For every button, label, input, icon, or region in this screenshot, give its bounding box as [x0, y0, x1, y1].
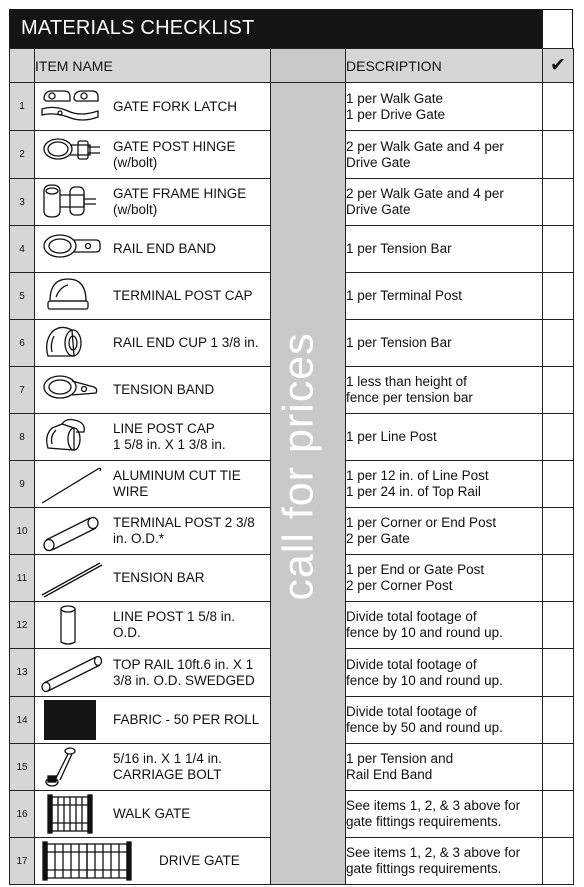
item-number: 8 — [10, 414, 35, 461]
rail-end-cup-icon — [38, 322, 104, 364]
item-number: 5 — [10, 273, 35, 320]
item-checkbox[interactable] — [543, 273, 574, 320]
line-post-icon — [38, 604, 104, 646]
item-name-line: 1 5/8 in. X 1 3/8 in. — [113, 437, 226, 452]
item-cell — [35, 83, 271, 131]
item-description-line: 1 per Tension Bar — [346, 241, 452, 256]
gate-fork-latch-icon — [38, 85, 104, 127]
item-number: 6 — [10, 320, 35, 367]
item-checkbox[interactable] — [543, 414, 574, 461]
page-title: MATERIALS CHECKLIST — [21, 17, 255, 39]
item-description-line: fence by 10 and round up. — [346, 672, 503, 688]
item-checkbox[interactable] — [543, 508, 574, 555]
item-name-line: DRIVE GATE — [159, 853, 240, 868]
item-description-line: 1 per Walk Gate — [346, 90, 444, 106]
item-name-line: ALUMINUM CUT TIE — [113, 468, 241, 483]
item-name — [113, 186, 270, 218]
tension-band-icon — [38, 369, 104, 411]
item-name — [113, 751, 270, 783]
item-name-line: TERMINAL POST CAP — [113, 288, 253, 303]
item-number: 17 — [10, 838, 35, 885]
item-checkbox[interactable] — [543, 83, 574, 131]
item-cell — [35, 320, 271, 367]
item-cell — [35, 273, 271, 320]
item-name — [113, 515, 270, 547]
item-name-line: TERMINAL POST 2 3/8 — [113, 515, 255, 530]
price-column-header — [271, 49, 346, 83]
item-description-line: 1 per Line Post — [346, 429, 437, 444]
item-checkbox[interactable] — [543, 602, 574, 649]
header-row — [10, 49, 574, 83]
item-name-line: LINE POST CAP — [113, 421, 215, 436]
item-name-line: 3/8 in. O.D. SWEDGED — [113, 672, 255, 688]
item-name-line: WIRE — [113, 484, 149, 499]
item-description-line: gate fittings requirements. — [346, 861, 502, 876]
item-checkbox[interactable] — [543, 791, 574, 838]
item-description-line: 1 per Tension and — [346, 751, 454, 766]
drive-gate-icon — [39, 840, 135, 882]
item-description — [346, 273, 543, 320]
item-description — [346, 602, 543, 649]
item-description-line: 2 per Corner Post — [346, 578, 453, 593]
item-checkbox[interactable] — [543, 838, 574, 885]
item-checkbox[interactable] — [543, 320, 574, 367]
item-description-line: 2 per Walk Gate and 4 per — [346, 138, 504, 154]
item-cell — [35, 508, 271, 555]
item-description-line: fence per tension bar — [346, 390, 473, 405]
item-name-line: CARRIAGE BOLT — [113, 767, 222, 782]
item-description — [346, 838, 543, 885]
item-description-line: 1 per Corner or End Post — [346, 515, 497, 530]
item-description-line: gate fittings requirements. — [346, 814, 502, 829]
item-name — [113, 335, 270, 351]
item-name — [113, 609, 270, 641]
item-checkbox[interactable] — [543, 744, 574, 791]
item-description — [346, 414, 543, 461]
title-check-cell — [543, 9, 573, 48]
item-checkbox[interactable] — [543, 179, 574, 226]
item-description — [346, 791, 543, 838]
item-description — [346, 649, 543, 697]
item-cell — [35, 461, 271, 508]
item-name-line: TENSION BAND — [113, 382, 215, 397]
item-cell — [35, 131, 271, 179]
item-description-line: See items 1, 2, & 3 above for — [346, 798, 521, 813]
tie-wire-icon — [38, 463, 104, 505]
gate-frame-hinge-icon — [38, 181, 104, 223]
item-name — [113, 99, 270, 115]
item-name-line: TENSION BAR — [113, 570, 205, 585]
walk-gate-icon — [38, 793, 104, 835]
item-description-line: Divide total footage of — [346, 656, 477, 672]
item-cell — [35, 179, 271, 226]
item-description — [346, 508, 543, 555]
item-checkbox[interactable] — [543, 367, 574, 414]
item-cell — [35, 649, 271, 697]
item-cell — [35, 367, 271, 414]
item-name — [113, 382, 270, 398]
item-name — [113, 241, 270, 257]
item-description — [346, 320, 543, 367]
item-name-line: in. O.D.* — [113, 531, 165, 546]
item-number: 13 — [10, 649, 35, 697]
item-description — [346, 697, 543, 744]
tension-bar-icon — [38, 557, 104, 599]
item-number: 11 — [10, 555, 35, 602]
description-header: DESCRIPTION — [346, 49, 543, 83]
item-description-line: fence by 10 and round up. — [346, 625, 503, 640]
item-name-line: GATE FRAME HINGE — [113, 186, 247, 201]
item-cell — [35, 602, 271, 649]
item-number: 10 — [10, 508, 35, 555]
item-name — [113, 570, 270, 586]
terminal-post-cap-icon — [38, 275, 104, 317]
item-description — [346, 226, 543, 273]
item-description-line: 1 per End or Gate Post — [346, 562, 485, 577]
item-checkbox[interactable] — [543, 697, 574, 744]
item-name-line: TOP RAIL 10ft.6 in. X 1 — [113, 656, 254, 672]
item-name — [113, 288, 270, 304]
gate-post-hinge-icon — [38, 133, 104, 175]
item-description — [346, 555, 543, 602]
item-description — [346, 131, 543, 179]
item-name-header: ITEM NAME — [35, 49, 271, 83]
item-description-line: Divide total footage of — [346, 609, 477, 624]
number-header — [10, 49, 35, 83]
item-cell — [35, 791, 271, 838]
item-name-line: WALK GATE — [113, 806, 191, 821]
item-description-line: 1 per 24 in. of Top Rail — [346, 484, 481, 499]
item-number: 2 — [10, 131, 35, 179]
item-number: 7 — [10, 367, 35, 414]
item-description-line: 1 per Tension Bar — [346, 335, 452, 350]
item-name-line: RAIL END CUP 1 3/8 in. — [113, 335, 259, 350]
item-description-line: See items 1, 2, & 3 above for — [346, 845, 521, 860]
rail-end-band-icon — [38, 228, 104, 270]
item-description — [346, 179, 543, 226]
item-name-line: (w/bolt) — [113, 202, 158, 217]
item-cell — [35, 838, 271, 885]
item-description-line: 1 per Terminal Post — [346, 288, 463, 303]
item-name-line: FABRIC - 50 PER ROLL — [113, 712, 260, 727]
item-number: 15 — [10, 744, 35, 791]
item-name — [113, 806, 270, 822]
item-checkbox[interactable] — [543, 226, 574, 273]
table-row — [10, 83, 574, 131]
item-description-line: Divide total footage of — [346, 704, 477, 719]
carriage-bolt-icon — [38, 746, 104, 788]
item-name-line: (w/bolt) — [113, 154, 158, 170]
item-cell — [35, 744, 271, 791]
item-name — [113, 657, 270, 689]
item-description — [346, 367, 543, 414]
item-checkbox[interactable] — [543, 131, 574, 179]
item-name — [159, 853, 270, 869]
item-cell — [35, 697, 271, 744]
item-description-line: 2 per Gate — [346, 531, 410, 546]
item-number: 1 — [10, 83, 35, 131]
item-name — [113, 421, 270, 453]
call-for-prices-callout — [265, 321, 334, 611]
item-description-line: fence by 50 and round up. — [346, 720, 503, 735]
call-for-prices-text: call for prices — [275, 331, 324, 601]
checkmark-icon: ✔ — [543, 49, 574, 83]
title-bar — [9, 9, 543, 48]
item-description-line: Drive Gate — [346, 202, 411, 217]
item-number: 9 — [10, 461, 35, 508]
item-checkbox[interactable] — [543, 555, 574, 602]
item-description — [346, 83, 543, 131]
item-description-line: 1 per 12 in. of Line Post — [346, 468, 489, 483]
item-name — [113, 712, 270, 728]
item-description — [346, 744, 543, 791]
item-name — [113, 468, 270, 500]
item-checkbox[interactable] — [543, 461, 574, 508]
item-number: 12 — [10, 602, 35, 649]
item-description-line: 1 per Drive Gate — [346, 106, 446, 122]
item-name-line: LINE POST 1 5/8 in. — [113, 609, 236, 624]
item-description-line: Rail End Band — [346, 767, 433, 782]
item-description-line: 1 less than height of — [346, 374, 467, 389]
item-name — [113, 139, 270, 171]
item-name-line: 5/16 in. X 1 1/4 in. — [113, 751, 222, 766]
item-cell — [35, 414, 271, 461]
item-number: 16 — [10, 791, 35, 838]
item-name-line: RAIL END BAND — [113, 241, 217, 256]
item-name-line: O.D. — [113, 625, 141, 640]
item-description-line: Drive Gate — [346, 154, 411, 170]
item-description-line: 2 per Walk Gate and 4 per — [346, 186, 504, 201]
item-number: 14 — [10, 697, 35, 744]
fabric-roll-icon — [38, 699, 104, 741]
item-name-line: GATE FORK LATCH — [113, 98, 238, 114]
item-checkbox[interactable] — [543, 649, 574, 697]
item-cell — [35, 555, 271, 602]
item-cell — [35, 226, 271, 273]
item-description — [346, 461, 543, 508]
item-name-line: GATE POST HINGE — [113, 138, 236, 154]
item-number: 4 — [10, 226, 35, 273]
line-post-cap-icon — [38, 416, 104, 458]
top-rail-icon — [38, 651, 104, 693]
terminal-post-icon — [38, 510, 104, 552]
item-number: 3 — [10, 179, 35, 226]
